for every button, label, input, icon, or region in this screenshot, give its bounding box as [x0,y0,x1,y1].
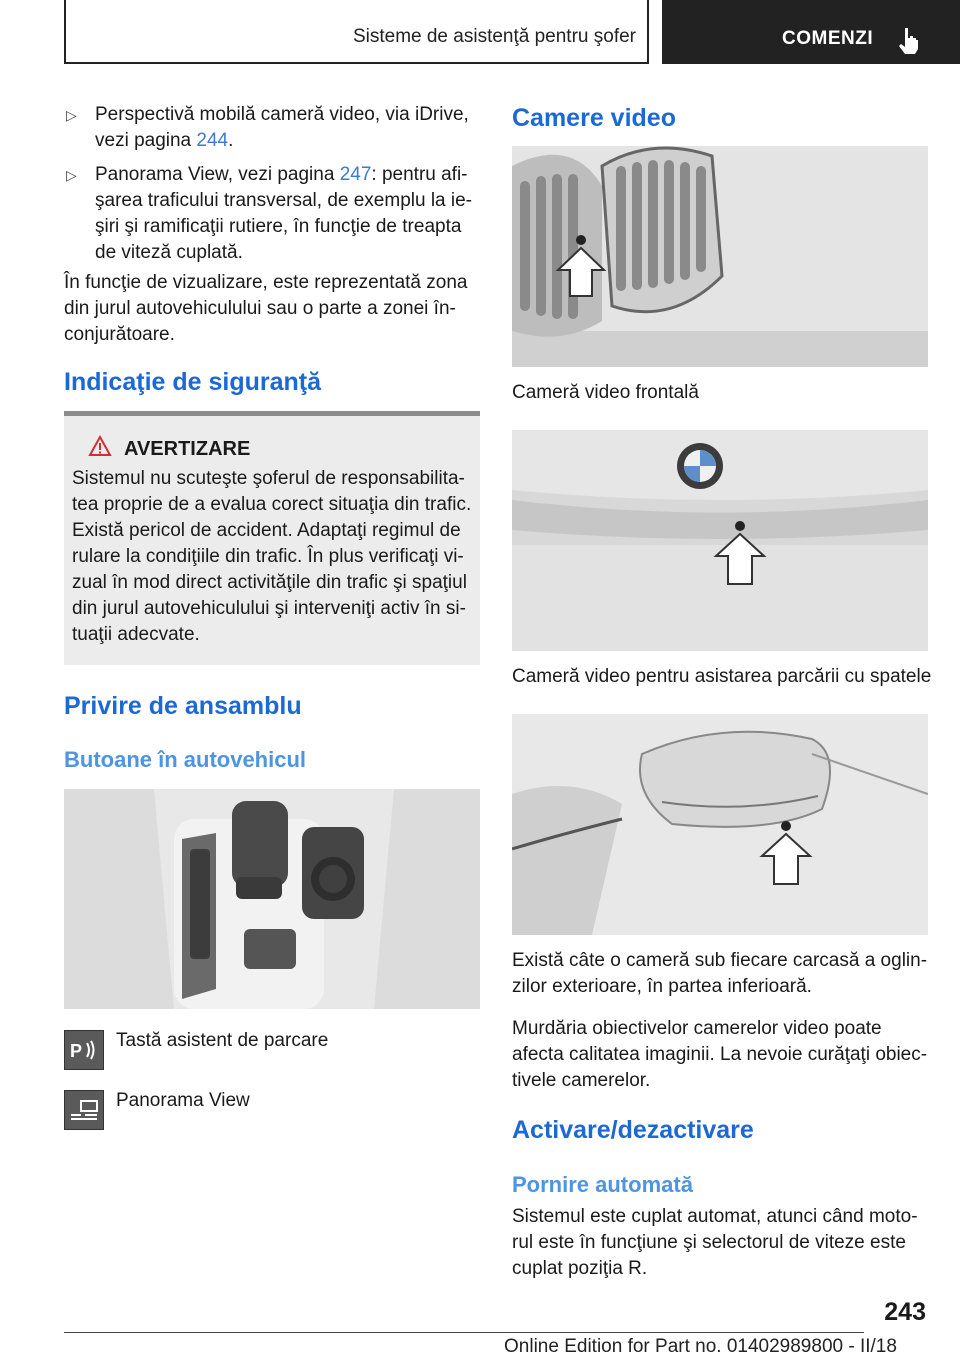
mirror-text-line-2: zilor exterioare, în partea inferioară. [512,976,812,997]
bullet-2-line-4: de viteză cuplată. [95,242,243,263]
bullet-1-line-2: vezi pagina 244. [95,130,234,151]
warning-line: din jurul autovehiculului şi interveniţi activ în si‐ [72,598,466,619]
front-camera-image [512,146,928,367]
legend-park-assist: Tastă asistent de parcare [116,1030,329,1051]
bullet-2-line-1: Panorama View, vezi pagina 247: pentru afi‐ [95,164,468,185]
intro-para-line-1: În funcţie de vizualizare, este reprezentată zona [64,272,468,293]
auto-text-line-2: rul este în funcţiune şi selectorul de viteze este [512,1232,906,1253]
warning-text [72,466,476,648]
legend-panorama-view: Panorama View [116,1090,250,1111]
chapter-tab-label[interactable]: COMENZI [782,28,874,49]
warning-line: Sistemul nu scuteşte şoferul de responsabilita‐ [72,468,465,489]
safety-heading: Indicaţie de siguranţă [64,368,322,396]
warning-line: tuaţii adecvate. [72,624,200,645]
page-link-244[interactable]: 244 [196,130,229,151]
section-title: Sisteme de asistenţă pentru şofer [352,26,636,47]
cameras-heading: Camere video [512,104,676,132]
intro-para-line-3: conjurătoare. [64,324,175,345]
page-number: 243 [884,1298,926,1326]
warning-line: rulare la condiţiile din trafic. În plus verificaţi vi‐ [72,546,464,567]
warning-line: Există pericol de accident. Adaptaţi regimul de [72,520,461,541]
mirror-text-line-1: Există câte o cameră sub fiecare carcasă a oglin‐ [512,950,928,971]
buttons-heading: Butoane în autovehicul [64,747,307,772]
footer-edition: Online Edition for Part no. 01402989800 - II/18 [504,1336,897,1357]
activation-heading: Activare/dezactivare [512,1116,754,1144]
dirt-text-line-1: Murdăria obiectivelor camerelor video poate [512,1018,882,1039]
mirror-camera-image [512,714,928,935]
dirt-text-line-3: tivele camerelor. [512,1070,651,1091]
caption-rear-camera: Cameră video pentru asistarea parcării cu spatele [512,666,932,687]
overview-heading: Privire de ansamblu [64,692,302,720]
bullet-arrow-icon: ▷ [66,107,77,123]
bullet-2-line-3: şiri şi ramificaţii rutiere, în funcţie de treapta [95,216,462,237]
auto-text-line-3: cuplat poziţia R. [512,1258,648,1279]
center-console-image [64,789,480,1009]
auto-start-heading: Pornire automată [512,1172,693,1197]
auto-text-line-1: Sistemul este cuplat automat, atunci când moto‐ [512,1206,918,1227]
dirt-text-line-2: afecta calitatea imaginii. La nevoie curăţaţi obiec‐ [512,1044,928,1065]
bullet-2-line-2: şarea traficului transversal, de exemplu la ie‐ [95,190,473,211]
panorama-view-button-icon [64,1090,104,1130]
bullet-1-line-1: Perspectivă mobilă cameră video, via iDrive, [95,104,469,125]
park-assist-button-icon [64,1030,104,1070]
warning-title: AVERTIZARE [124,438,251,460]
page-link-247[interactable]: 247 [339,164,372,185]
warning-triangle-icon [88,435,112,457]
bullet-arrow-icon: ▷ [66,167,77,183]
warning-line: zual în mod direct activităţile din trafic şi spaţiul [72,572,467,593]
svg-text:P: P [70,1041,83,1061]
footer-divider [64,1332,864,1333]
warning-line: tea proprie de a evalua corect situaţia din trafic. [72,494,472,515]
rear-camera-image [512,430,928,651]
hand-pointer-icon [898,26,920,54]
intro-para-line-2: din jurul autovehiculului sau o parte a zonei în‐ [64,298,456,319]
caption-front-camera: Cameră video frontală [512,382,699,403]
